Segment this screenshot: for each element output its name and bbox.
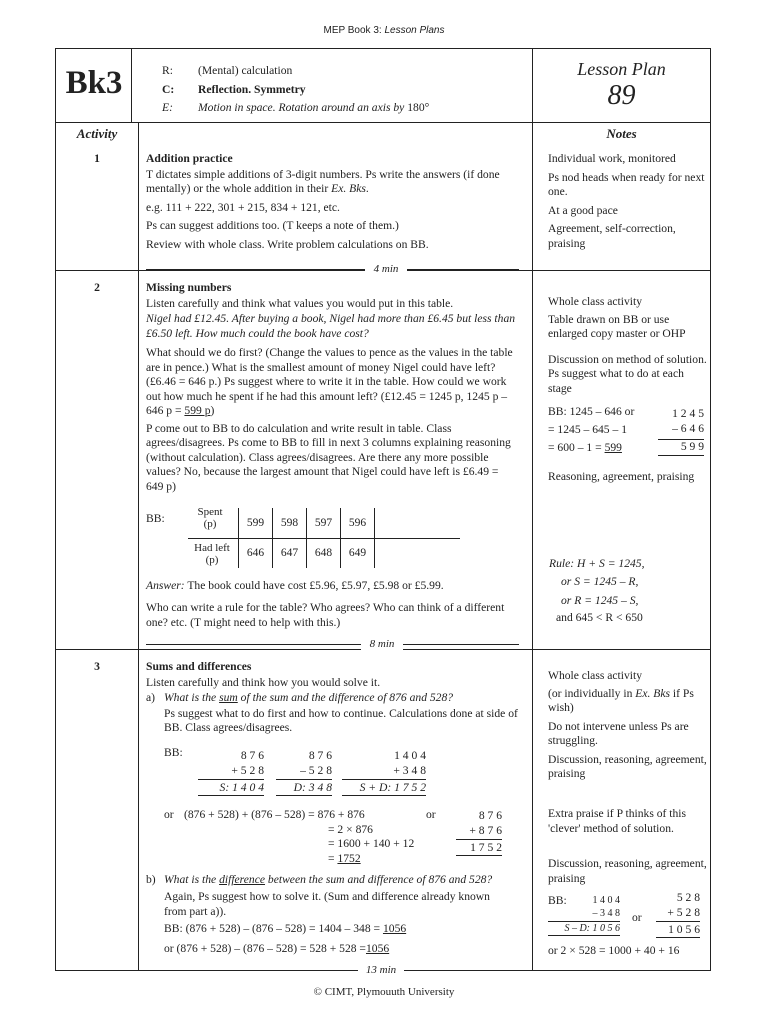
top-row-c [162, 83, 306, 98]
row2-label-a: Had left [194, 542, 230, 554]
a2-p3c: ) [210, 404, 215, 417]
answer-label: Answer: [146, 579, 185, 592]
d1: 1 4 0 4 [592, 895, 620, 906]
col-calc-c: 5 9 9 [658, 439, 704, 456]
activity-1-p2: e.g. 111 + 222, 301 + 215, 834 + 121, etc. [146, 200, 340, 214]
bb2a: BB: (876 + 528) – (876 – 528) = 1404 – 348 = [164, 922, 383, 935]
activity-1-p3: Ps can suggest additions too. (T keeps a note of them.) [146, 219, 399, 232]
activity-1-time: 4 min [365, 262, 407, 277]
qa-label: a) [146, 691, 156, 704]
a3-calc-diff [276, 748, 332, 796]
e2: + 5 2 8 [667, 906, 700, 919]
eq4-value: 1752 [337, 852, 361, 865]
c3-line1: 1 4 0 4 [394, 749, 426, 762]
c4-line3: 1 7 5 2 [456, 839, 502, 856]
col-calc-b: – 6 4 6 [672, 421, 704, 435]
a2-note-2: Table drawn on BB or use enlarged copy master or OHP [548, 312, 686, 340]
c1-line2: + 5 2 8 [231, 764, 264, 777]
r-text: (Mental) calculation [198, 64, 293, 77]
a1-note-1: Individual work, monitored [548, 152, 676, 165]
table-cell [375, 508, 414, 538]
activity-3-number: 3 [94, 660, 100, 673]
page-header [0, 24, 768, 39]
page-footer: © CIMT, Plymouuth University [313, 986, 455, 998]
a3-eq-3: = 1600 + 140 + 12 [328, 837, 415, 850]
e-text: Motion in space. Rotation around an axis by [198, 101, 405, 114]
activity-3-bb2 [164, 922, 406, 937]
n2c: if Ps wish) [548, 686, 694, 714]
a3-note-or: or [632, 911, 642, 924]
table-cell: 649 [341, 538, 375, 568]
row1-label-b: (p) [203, 518, 217, 530]
a3-or-1: or [164, 808, 174, 821]
activity-3-notes [548, 669, 708, 786]
c1-line3: S: 1 4 0 4 [198, 779, 264, 796]
e3: 1 0 5 6 [656, 921, 700, 938]
a3-or-2: or [426, 808, 436, 821]
table-cell: 597 [307, 508, 341, 538]
frame-right [710, 48, 711, 970]
row1-label-a: Spent [197, 506, 223, 518]
activity-3-p2: Ps suggest what to do first and how to continue. Calculations done at side of BB. Class agrees/disagrees. [164, 706, 518, 734]
header-title: Lesson Plans [384, 25, 445, 36]
header-prefix: MEP Book 3: [323, 25, 385, 36]
a3-note-2 [548, 687, 708, 716]
c2-line3: D: 3 4 8 [276, 779, 332, 796]
activity-2-bb-label: BB: [146, 512, 165, 525]
qa-1: What is the [164, 691, 220, 704]
activity-2-p5: Who can write a rule for the table? Who agrees? Who can think of a different one? etc. (T might need to help with this.) [146, 601, 505, 629]
activity-3-qa [146, 691, 518, 706]
activity-2-number: 2 [94, 281, 100, 294]
a3-note-calc-d [548, 894, 620, 936]
activity-1-time-rule-right [407, 269, 519, 270]
n2a: (or individually in [548, 686, 636, 700]
c1-line1: 8 7 6 [240, 749, 264, 762]
d2: – 3 4 8 [592, 908, 620, 919]
a3-calc-sd [342, 748, 426, 796]
a3-eq-4: = 1752 [328, 852, 361, 865]
c2-line2: – 5 2 8 [300, 764, 332, 777]
lesson-plan-label: Lesson Plan [577, 59, 666, 79]
c2-line1: 8 7 6 [308, 749, 332, 762]
bb3a: or (876 + 528) – (876 – 528) = 528 + 528 = [164, 942, 366, 955]
a1-note-2: Ps nod heads when ready for next one. [548, 170, 705, 198]
activity-2-time-rule-right [403, 644, 519, 645]
c3-line3: S + D: 1 7 5 2 [342, 779, 426, 796]
a1-p1b: Ex. Bks [331, 182, 366, 195]
a3-note-6: Discussion, reasoning, agreement, praising [548, 857, 707, 885]
a2-rule-4: and 645 < R < 650 [556, 611, 643, 624]
a3-note-4: Discussion, reasoning, agreement, praising [548, 752, 707, 780]
a2-p3a: What should we do first? (Change the values to pence as the values in the table are in pence.) What is the smallest amount of money Nigel could have left? (£6.46 = 646 p.) Ps suggest where to write it in the table. How could we work out how much he spent if he had this amount left? (£12.45 = 1245 p, 1245 p – 646 p = [146, 346, 513, 417]
c4-line1: 8 7 6 [478, 809, 502, 822]
bb2b: 1056 [382, 922, 407, 935]
table-cell: 596 [341, 508, 375, 538]
calc3a: = 600 – 1 = [548, 441, 605, 454]
a2-column-calc [658, 407, 704, 456]
activity-2-notes [548, 295, 708, 400]
table-cell [375, 538, 414, 568]
book-divider [131, 48, 132, 122]
table-cell: 646 [239, 538, 273, 568]
table-row-2-label [186, 542, 238, 566]
missing-numbers-grid [238, 508, 413, 568]
a2-note-4: Reasoning, agreement, praising [548, 470, 695, 483]
col-calc-a: 1 2 4 5 [672, 407, 704, 420]
frame-left [55, 48, 56, 970]
activity-2-title: Missing numbers [146, 281, 232, 294]
c3-line2: + 3 4 8 [393, 764, 426, 777]
activity-3-p3: Again, Ps suggest how to solve it. (Sum and difference already known from part a)). [164, 890, 490, 918]
notes-divider [532, 48, 533, 970]
frame-top [55, 48, 711, 49]
table-cell: 598 [273, 508, 307, 538]
a3-calc-double [456, 808, 502, 856]
activity-1-notes [548, 152, 708, 255]
activity-3-time-rule-right [404, 970, 519, 971]
a3-eq-2: = 2 × 876 [328, 823, 373, 836]
a3-calc-sum [198, 748, 264, 796]
table-cell: 648 [307, 538, 341, 568]
e1: 5 2 8 [676, 891, 700, 904]
activity-3-p1: Listen carefully and think how you would solve it. [146, 675, 381, 689]
calc3b: 599 [604, 441, 622, 454]
row2-label-b: (p) [205, 554, 219, 566]
table-cell: 599 [239, 508, 273, 538]
a1-p1c: . [365, 182, 369, 195]
activity-1-p4: Review with whole class. Write problem calculations on BB. [146, 237, 429, 251]
a3-bb-label: BB: [164, 746, 183, 759]
activity-3-time-rule [146, 970, 358, 971]
a2-note-1: Whole class activity [548, 295, 643, 308]
a3-note-last: or 2 × 528 = 1000 + 40 + 16 [548, 944, 680, 957]
d3: S – D: 1 0 5 6 [548, 921, 620, 936]
activity-3-body [146, 660, 518, 736]
r-key: R: [162, 64, 173, 77]
activity-3-qb [146, 873, 526, 888]
qb-1: What is the [164, 873, 220, 886]
c-key: C: [162, 83, 175, 96]
c-text: Reflection. Symmetry [198, 83, 306, 96]
e-key: E: [162, 101, 173, 114]
a3-note-bb: BB: [548, 894, 567, 907]
qb-3: between the sum and difference of 876 and 528? [265, 873, 493, 886]
activity-1-number: 1 [94, 152, 100, 165]
a3-note-1: Whole class activity [548, 669, 643, 682]
answer-text: The book could have cost £5.96, £5.97, £5.98 or £5.99. [184, 579, 444, 592]
table-cell: 647 [273, 538, 307, 568]
activity-2-p2: Nigel had £12.45. After buying a book, Nigel had more than £6.45 but less than £6.50 left. How much could the book have cost? [146, 312, 516, 340]
activity-header: Activity [76, 126, 118, 141]
activity-3-title: Sums and differences [146, 660, 252, 673]
activity-2-p1: Listen carefully and think what values you would put in this table. [146, 296, 454, 310]
activity-2-p4: P come out to BB to do calculation and write result in table. Class agrees/disagrees. Ps come to BB to fill in next 3 columns explaining reasoning (without calculation). Class agrees/disagrees. Are there any more possible values? No, because the largest amount that Nigel could have left is £6.49 = 649 p) [146, 421, 511, 493]
a3-eq-1: (876 + 528) + (876 – 528) = 876 + 876 [184, 808, 365, 821]
notes-header: Notes [606, 126, 637, 141]
activity-2-time-rule [146, 644, 361, 645]
activity-2-p3 [146, 346, 518, 419]
n2b: Ex. Bks [635, 686, 671, 700]
activity-1-body [146, 152, 518, 252]
a2-calc-2: = 1245 – 645 – 1 [548, 423, 627, 436]
bb3b: 1056 [365, 942, 390, 955]
book-label: Bk3 [65, 65, 123, 101]
top-row-r [162, 64, 292, 79]
a3-note-5: Extra praise if P thinks of this 'clever' method of solution. [548, 807, 687, 835]
activity-2-answer [146, 579, 518, 594]
a2-calc-1: BB: 1245 – 646 or [548, 405, 635, 418]
activity-1-p1 [146, 168, 518, 197]
qa-2: sum [219, 691, 238, 704]
missing-numbers-table [238, 508, 413, 568]
a3-note-3: Do not intervene unless Ps are struggling. [548, 719, 689, 747]
a2-rule-1: Rule: H + S = 1245, [549, 557, 645, 570]
activity-2-time: 8 min [361, 637, 403, 652]
activity-3-time: 13 min [358, 963, 404, 978]
activity-3-bb3 [164, 942, 389, 957]
activity-1-title: Addition practice [146, 152, 233, 165]
activity-1-time-rule [146, 269, 365, 270]
a1-p1a: T dictates simple additions of 3-digit numbers. Ps write the answers (if done mentally) or the whole addition in their [146, 167, 500, 195]
header-row-divider [55, 122, 711, 123]
activity-col-divider [138, 122, 139, 970]
a1-note-3: At a good pace [548, 203, 618, 217]
e-extra: 180° [407, 101, 430, 114]
activity-2-body [146, 281, 518, 494]
qb-2: difference [219, 873, 266, 886]
a3-note-calc-e [656, 890, 700, 938]
a2-rule-2: or S = 1245 – R, [561, 575, 639, 588]
a1-note-4: Agreement, self-correction, praising [548, 222, 676, 250]
a2-p3b: 599 p [184, 404, 211, 417]
table-row-1-label [186, 506, 234, 530]
top-row-e [162, 101, 429, 116]
a2-note-3: Discussion on method of solution. Ps suggest what to do at each stage [548, 352, 707, 395]
qa-3: of the sum and the difference of 876 and 528? [237, 691, 454, 704]
a2-calc-3 [548, 441, 622, 456]
c4-line2: + 8 7 6 [469, 824, 502, 837]
qb-label: b) [146, 873, 156, 886]
lesson-number: 89 [607, 80, 636, 111]
a2-rule-3: or R = 1245 – S, [561, 594, 639, 607]
